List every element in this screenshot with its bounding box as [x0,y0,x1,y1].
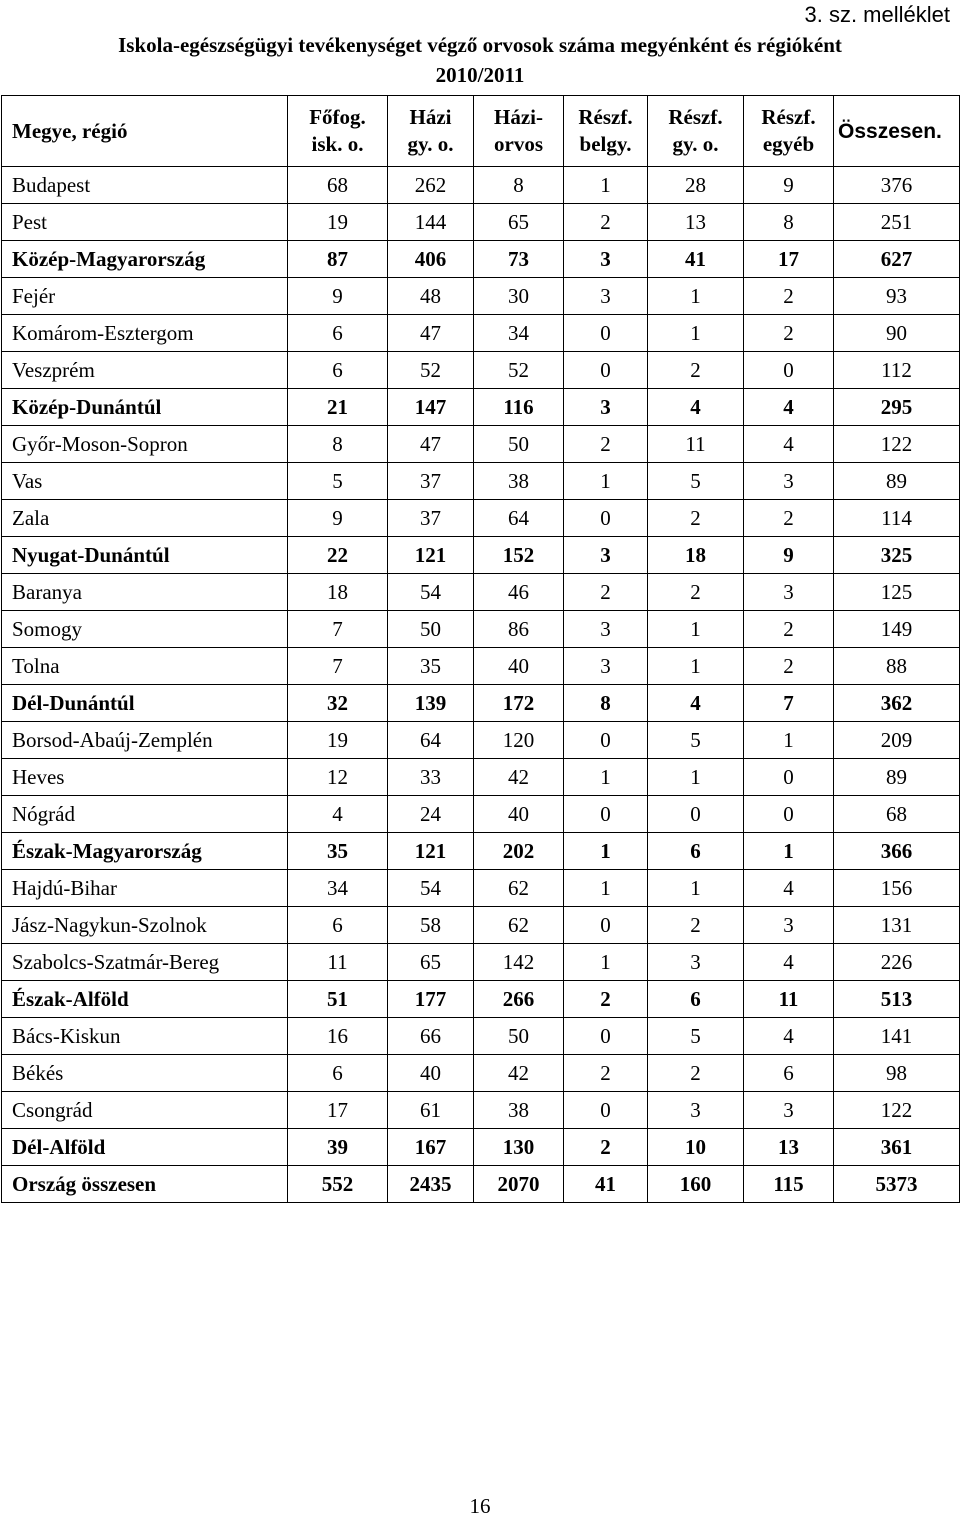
row-value: 0 [564,722,648,759]
table-row [2,352,960,389]
row-value: 1 [648,648,744,685]
row-value: 17 [288,1092,388,1129]
row-value: 90 [834,315,960,352]
row-name: Békés [2,1055,288,1092]
table-row [2,315,960,352]
row-value: 33 [388,759,474,796]
row-value: 9 [744,537,834,574]
row-name: Nyugat-Dunántúl [2,537,288,574]
table-row [2,1092,960,1129]
row-value: 52 [474,352,564,389]
row-value: 34 [474,315,564,352]
row-value: 0 [564,796,648,833]
row-value: 24 [388,796,474,833]
row-value: 48 [388,278,474,315]
row-value: 121 [388,537,474,574]
row-value: 4 [648,685,744,722]
header-hazi-gy: Házi gy. o. [388,96,474,167]
row-value: 61 [388,1092,474,1129]
row-value: 3 [648,944,744,981]
row-value: 262 [388,167,474,204]
row-value: 38 [474,463,564,500]
table-row [2,796,960,833]
row-value: 9 [288,278,388,315]
row-value: 12 [288,759,388,796]
row-value: 2 [564,204,648,241]
row-value: 65 [474,204,564,241]
row-value: 62 [474,870,564,907]
row-value: 6 [288,315,388,352]
table-row [2,500,960,537]
row-name: Pest [2,204,288,241]
header-reszf-gy: Részf. gy. o. [648,96,744,167]
row-value: 2 [744,611,834,648]
row-value: 54 [388,870,474,907]
row-value: 2070 [474,1166,564,1203]
row-value: 3 [648,1092,744,1129]
row-value: 2 [648,500,744,537]
row-value: 40 [474,796,564,833]
row-value: 62 [474,907,564,944]
row-name: Győr-Moson-Sopron [2,426,288,463]
row-value: 50 [388,611,474,648]
row-value: 64 [474,500,564,537]
row-value: 120 [474,722,564,759]
table-row [2,278,960,315]
title-line-2: 2010/2011 [435,63,525,87]
row-value: 41 [564,1166,648,1203]
row-value: 1 [648,611,744,648]
row-value: 1 [744,722,834,759]
row-value: 2 [648,574,744,611]
row-value: 32 [288,685,388,722]
row-value: 1 [564,167,648,204]
row-value: 2 [564,1055,648,1092]
row-value: 28 [648,167,744,204]
row-value: 226 [834,944,960,981]
table-row [2,907,960,944]
row-value: 406 [388,241,474,278]
row-value: 40 [474,648,564,685]
row-value: 98 [834,1055,960,1092]
row-value: 11 [744,981,834,1018]
row-name: Nógrád [2,796,288,833]
row-value: 3 [564,537,648,574]
table-row [2,981,960,1018]
row-value: 40 [388,1055,474,1092]
row-value: 8 [744,204,834,241]
row-value: 2 [744,648,834,685]
row-value: 6 [744,1055,834,1092]
row-value: 86 [474,611,564,648]
row-name: Komárom-Esztergom [2,315,288,352]
row-name: Ország összesen [2,1166,288,1203]
row-name: Baranya [2,574,288,611]
row-value: 34 [288,870,388,907]
table-body [2,167,960,1203]
row-value: 47 [388,426,474,463]
row-value: 116 [474,389,564,426]
row-value: 325 [834,537,960,574]
row-value: 0 [564,1092,648,1129]
row-value: 144 [388,204,474,241]
row-value: 87 [288,241,388,278]
row-value: 160 [648,1166,744,1203]
row-value: 0 [564,352,648,389]
row-value: 295 [834,389,960,426]
row-value: 38 [474,1092,564,1129]
row-value: 3 [564,389,648,426]
row-value: 130 [474,1129,564,1166]
row-name: Tolna [2,648,288,685]
row-value: 35 [288,833,388,870]
row-value: 8 [474,167,564,204]
row-value: 1 [648,315,744,352]
row-value: 0 [564,500,648,537]
annex-label: 3. sz. melléklet [804,2,950,27]
row-value: 47 [388,315,474,352]
row-value: 19 [288,722,388,759]
row-name: Dél-Dunántúl [2,685,288,722]
header-fofog: Főfog. isk. o. [288,96,388,167]
row-value: 177 [388,981,474,1018]
row-value: 202 [474,833,564,870]
row-name: Szabolcs-Szatmár-Bereg [2,944,288,981]
row-value: 167 [388,1129,474,1166]
row-value: 39 [288,1129,388,1166]
row-value: 0 [744,352,834,389]
row-value: 149 [834,611,960,648]
page-number: 16 [469,1494,491,1518]
row-value: 21 [288,389,388,426]
row-value: 266 [474,981,564,1018]
row-value: 51 [288,981,388,1018]
header-total: Összesen. [834,96,960,167]
doctors-table [1,95,960,1203]
table-row [2,944,960,981]
row-value: 88 [834,648,960,685]
row-value: 0 [648,796,744,833]
row-value: 30 [474,278,564,315]
row-value: 6 [288,907,388,944]
row-name: Veszprém [2,352,288,389]
row-value: 54 [388,574,474,611]
row-name: Somogy [2,611,288,648]
row-value: 1 [648,278,744,315]
row-value: 376 [834,167,960,204]
row-value: 4 [288,796,388,833]
row-value: 1 [648,759,744,796]
row-value: 17 [744,241,834,278]
row-value: 5 [648,722,744,759]
table-row [2,204,960,241]
row-value: 8 [564,685,648,722]
row-value: 366 [834,833,960,870]
row-value: 513 [834,981,960,1018]
row-value: 18 [648,537,744,574]
row-value: 19 [288,204,388,241]
row-value: 2435 [388,1166,474,1203]
row-value: 3 [564,648,648,685]
row-value: 125 [834,574,960,611]
row-value: 50 [474,426,564,463]
row-value: 4 [744,389,834,426]
row-value: 2 [648,352,744,389]
row-name: Jász-Nagykun-Szolnok [2,907,288,944]
row-value: 6 [288,1055,388,1092]
row-value: 122 [834,426,960,463]
row-value: 1 [564,944,648,981]
row-value: 122 [834,1092,960,1129]
row-value: 68 [834,796,960,833]
row-value: 10 [648,1129,744,1166]
row-value: 139 [388,685,474,722]
row-value: 1 [564,463,648,500]
row-value: 131 [834,907,960,944]
row-value: 3 [564,241,648,278]
row-value: 5 [648,1018,744,1055]
row-value: 142 [474,944,564,981]
table-row [2,426,960,463]
table-row [2,389,960,426]
row-value: 16 [288,1018,388,1055]
row-value: 58 [388,907,474,944]
row-name: Budapest [2,167,288,204]
row-value: 5373 [834,1166,960,1203]
table-row [2,1055,960,1092]
row-name: Heves [2,759,288,796]
row-value: 18 [288,574,388,611]
table-row [2,833,960,870]
row-value: 50 [474,1018,564,1055]
row-value: 11 [648,426,744,463]
row-value: 2 [744,500,834,537]
row-value: 2 [564,1129,648,1166]
table-row [2,722,960,759]
row-value: 3 [744,1092,834,1129]
row-value: 6 [648,833,744,870]
row-value: 7 [288,611,388,648]
row-value: 115 [744,1166,834,1203]
header-haziorvos: Házi- orvos [474,96,564,167]
row-value: 172 [474,685,564,722]
row-value: 46 [474,574,564,611]
row-value: 112 [834,352,960,389]
table-row [2,463,960,500]
row-value: 2 [564,426,648,463]
row-value: 4 [744,944,834,981]
row-value: 22 [288,537,388,574]
row-value: 3 [564,611,648,648]
row-name: Észak-Alföld [2,981,288,1018]
table-row [2,1166,960,1203]
row-value: 42 [474,1055,564,1092]
row-value: 251 [834,204,960,241]
row-value: 5 [648,463,744,500]
row-value: 2 [564,574,648,611]
row-value: 2 [648,1055,744,1092]
row-value: 141 [834,1018,960,1055]
row-value: 2 [648,907,744,944]
row-value: 7 [288,648,388,685]
header-reszf-egyeb: Részf. egyéb [744,96,834,167]
row-name: Csongrád [2,1092,288,1129]
row-value: 4 [744,1018,834,1055]
row-value: 0 [744,759,834,796]
row-value: 66 [388,1018,474,1055]
row-value: 11 [288,944,388,981]
row-value: 2 [744,278,834,315]
title-line-1: Iskola-egészségügyi tevékenységet végző orvosok száma megyénként és régióként [118,33,842,57]
table-row [2,241,960,278]
row-value: 3 [744,574,834,611]
row-value: 152 [474,537,564,574]
row-name: Közép-Magyarország [2,241,288,278]
row-value: 1 [564,833,648,870]
row-value: 41 [648,241,744,278]
row-value: 6 [648,981,744,1018]
row-value: 627 [834,241,960,278]
row-value: 37 [388,463,474,500]
row-value: 0 [744,796,834,833]
row-value: 0 [564,315,648,352]
table-row [2,870,960,907]
row-value: 0 [564,1018,648,1055]
header-reszf-belgy: Részf. belgy. [564,96,648,167]
row-name: Dél-Alföld [2,1129,288,1166]
row-value: 209 [834,722,960,759]
row-value: 73 [474,241,564,278]
table-row [2,611,960,648]
row-value: 89 [834,759,960,796]
row-value: 1 [564,759,648,796]
table-row [2,537,960,574]
row-value: 7 [744,685,834,722]
row-value: 89 [834,463,960,500]
row-value: 52 [388,352,474,389]
row-value: 5 [288,463,388,500]
row-name: Észak-Magyarország [2,833,288,870]
row-value: 37 [388,500,474,537]
row-name: Zala [2,500,288,537]
row-value: 361 [834,1129,960,1166]
table-row [2,685,960,722]
row-value: 0 [564,907,648,944]
row-value: 4 [744,426,834,463]
row-value: 64 [388,722,474,759]
table-row [2,1129,960,1166]
table-header-row [2,96,960,167]
row-value: 156 [834,870,960,907]
row-value: 2 [744,315,834,352]
row-value: 114 [834,500,960,537]
page-title [0,30,960,90]
row-name: Vas [2,463,288,500]
row-value: 9 [744,167,834,204]
row-value: 93 [834,278,960,315]
row-value: 68 [288,167,388,204]
row-value: 4 [744,870,834,907]
header-region: Megye, régió [2,96,288,167]
row-value: 4 [648,389,744,426]
table-row [2,1018,960,1055]
row-name: Bács-Kiskun [2,1018,288,1055]
row-value: 8 [288,426,388,463]
row-value: 1 [564,870,648,907]
table-row [2,648,960,685]
row-value: 2 [564,981,648,1018]
row-value: 6 [288,352,388,389]
row-value: 362 [834,685,960,722]
row-name: Hajdú-Bihar [2,870,288,907]
row-value: 147 [388,389,474,426]
row-name: Borsod-Abaúj-Zemplén [2,722,288,759]
row-value: 3 [564,278,648,315]
row-value: 121 [388,833,474,870]
row-value: 65 [388,944,474,981]
row-value: 3 [744,463,834,500]
table-row [2,574,960,611]
row-value: 42 [474,759,564,796]
row-name: Közép-Dunántúl [2,389,288,426]
row-value: 9 [288,500,388,537]
row-value: 13 [744,1129,834,1166]
row-value: 1 [648,870,744,907]
table-row [2,759,960,796]
row-name: Fejér [2,278,288,315]
row-value: 552 [288,1166,388,1203]
row-value: 3 [744,907,834,944]
row-value: 1 [744,833,834,870]
row-value: 13 [648,204,744,241]
row-value: 35 [388,648,474,685]
table-row [2,167,960,204]
